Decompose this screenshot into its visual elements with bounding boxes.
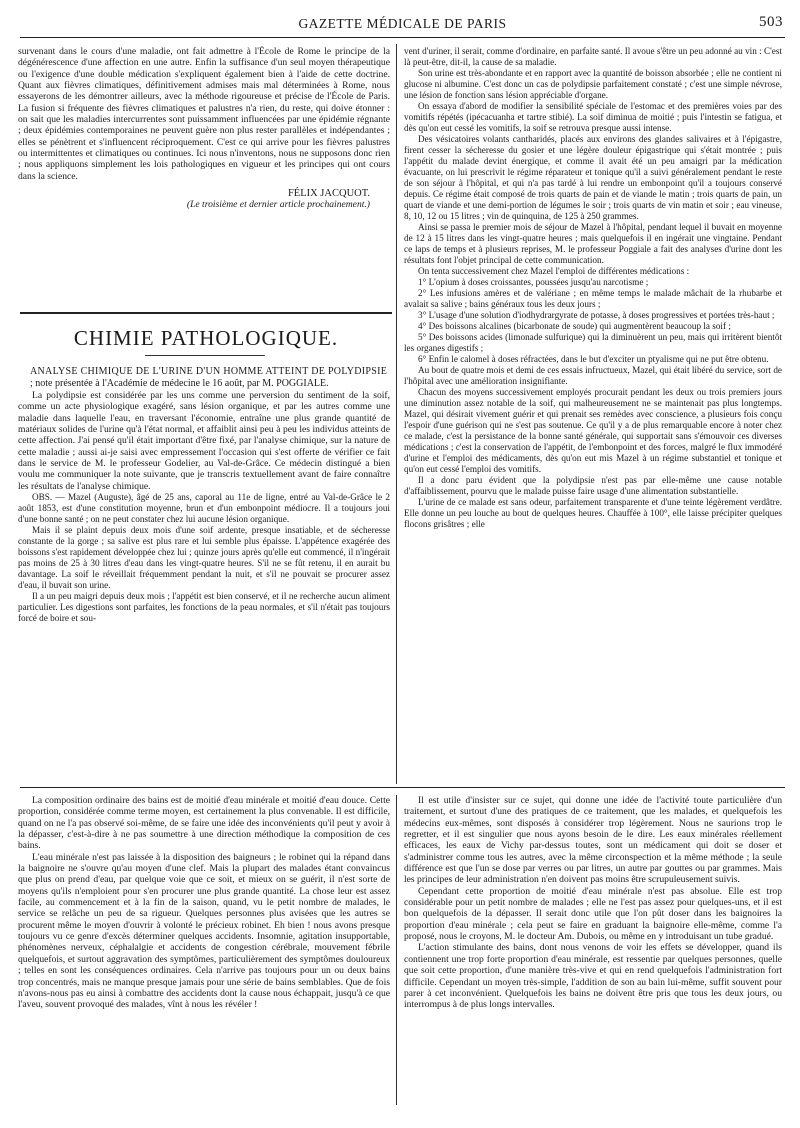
subhead-rest: ; note présentée à l'Académie de médecine le 16 août, par M. POGGIALE. (30, 378, 329, 389)
paragraph: L'urine de ce malade est sans odeur, parfaitement transparente et d'une teinte légèrement verdâtre. Elle donne un peu louche au bout de quelques heures. Chauffée à 100°, elle laisse précipiter quelques flocons grisâtres ; elle (404, 497, 782, 529)
title-underline (145, 355, 265, 356)
paragraph: Ainsi se passa le premier mois de séjour de Mazel à l'hôpital, pendant lequel il buvait en moyenne de 12 à 15 litres dans les vingt-quatre heures ; mais quelquefois il en ingérait une vingtaine. Pendant ce laps de temps et à plusieurs reprises, M. le professeur Poggiale a fait des analyses d'urine dont les résultats font l'objet principal de cette communication. (404, 222, 782, 265)
paragraph: On tenta successivement chez Mazel l'emploi de différentes médications : (418, 266, 690, 276)
paragraph: Mais il se plaint depuis deux mois d'une soif ardente, presque insatiable, et de sécheresse constante de la gorge ; sa salive est plus rare et lui semble plus épaisse. L'appétence exagérée des boissons s'est rapidement développée chez lui ; quinze jours après qu'elle eut commencé, il n'ingérait pas moins de 25 à 30 litres d'eau dans les vingt-quatre heures. S'il ne se fût retenu, il en aurait bu davantage. La soif le réveillait fréquemment pendant la nuit, et s'il ne pouvait se procurer assez d'eau, il buvait son urine. (18, 525, 390, 591)
paragraph: 5° Des boissons acides (limonade sulfurique) qui la diminuèrent un peu, mais qui irritèrent bientôt les organes digestifs ; (404, 332, 782, 353)
column-divider (396, 795, 397, 1105)
bottom-right-column (404, 795, 782, 1110)
paragraph: Chacun des moyens successivement employés procurait pendant les deux ou trois premiers jours une diminution assez notable de la soif, qui malheureusement ne se maintenait pas plus longtemps. Mazel, qui désirait vivement guérir et qui prenait ses remèdes avec conscience, a plusieurs fois conçu l'espoir d'une guérison qui ne s'est pas soutenue. Ce qu'il y a de plus remarquable encore à noter chez ce malade, c'est la persistance de la bonne santé générale, qui supportait sans s'émouvoir ces diverses médications ; c'est la conservation de l'appétit, de l'embonpoint et des forces, malgré le flux immodéré d'urine et l'emploi des médicaments, dès qu'on eut mis Mazel à un régime substantiel et tonique et qu'on eut cessé l'emploi des vomitifs. (404, 387, 782, 474)
paragraph: La composition ordinaire des bains est de moitié d'eau minérale et moitié d'eau douce. Cette proportion, considérée comme terme moyen, est certainement la plus convenable. Il est difficile, quand on ne l'a pas observé soi-même, de se faire une idée des inconvénients qu'il peut y avoir à la dépasser, c'est-à-dire à ne pas soumettre à une direction méthodique la composition de ces bains. (18, 795, 390, 852)
paragraph: vent d'uriner, il serait, comme d'ordinaire, en parfaite santé. Il avoue s'être un peu adonné au vin : C'est là peut-être, dit-il, la cause de sa maladie. (404, 46, 782, 67)
paragraph: 3° L'usage d'une solution d'iodhydrargyrate de potasse, à doses progressives et portées très-haut ; (418, 310, 775, 320)
bottom-left-column (18, 795, 390, 1110)
paragraph: Cependant cette proportion de moitié d'eau minérale n'est pas absolue. Elle est trop considérable pour un petit nombre de malades ; elle ne l'est pas assez pour quelques-uns, et il est bon quelquefois de la dépasser. Il serait donc utile que l'on pût doser dans les baignoires la proportion d'eau minérale ; cela peut se faire en graduant la baignoire elle-même, comme l'a proposé, nous le croyons, M. le docteur Am. Dubois, ou même en y introduisant un tube gradué. (404, 885, 782, 943)
paragraph: Il a donc paru évident que la polydipsie n'est pas par elle-même une cause notable d'affaiblissement, pourvu que le malade puisse faire usage d'une alimentation substantielle. (404, 475, 782, 496)
paragraph: 4° Des boissons alcalines (bicarbonate de soude) qui augmentèrent beaucoup la soif ; (418, 321, 731, 331)
paragraph: L'action stimulante des bains, dont nous venons de voir les effets se développer, quand ils contiennent une trop forte proportion d'eau minérale, est ressentie par quelques personnes, quelle que soit cette proportion, d'une manière très-vive et qui en rend quelquefois l'administration fort difficile. Cependant un moyen très-simple, l'addition de son au bain lui-même, suffit souvent pour parer à cet inconvénient. Quelquefois les bains ne doivent être pris que tous les deux jours, ou interrompus à de plus longs intervalles. (404, 942, 782, 1011)
section-title: CHIMIE PATHOLOGIQUE. (73, 326, 339, 350)
article-subhead (30, 366, 390, 390)
subhead-caps: ANALYSE CHIMIQUE DE L'URINE D'UN HOMME ATTEINT DE POLYDIPSIE (30, 366, 388, 377)
top-left-column (18, 46, 390, 294)
page-number: 503 (759, 14, 783, 30)
paragraph: L'eau minérale n'est pas laissée à la disposition des baigneurs ; le robinet qui la répand dans la baignoire ne s'ouvre qu'au moyen d'une clef. Mais la plupart des malades étant convaincus que plus on prend d'eau, par quelque voie que ce soit, et mieux on se guérit, il n'est sorte de moyens qu'ils n'emploient pour s'en procurer une plus grande quantité. La chose leur est assez facile, au commencement et à la fin de la saison, quand, vu le petit nombre de malades, le service se relâche un peu de sa rigueur. Quelques personnes plus avisées que les autres se procurent même le moyen d'ouvrir à volonté le précieux robinet. Eh bien ! nous avons presque toujours vu ce genre d'excès déterminer quelques accidents. Insomnie, agitation insupportable, phénomènes nerveux, céphalalgie et accidents de congestion cérébrale, mouvement fébrile quelquefois, et surtout aggravation des symptômes, particulièrement des symptômes douloureux ; telles en sont les conséquences ordinaires. Cela n'arrive pas toujours pour un ou deux bains trop concentrés, mais ne manque presque jamais pour une série de bains semblables. Que de fois n'avons-nous pas eu ainsi à combattre des accidents dont la cause nous échappait, jusqu'à ce que l'aveu, souvent provoqué des malades, vînt à nous les révéler ! (18, 851, 390, 1011)
continuation-note: (Le troisième et dernier article prochainement.) (186, 199, 370, 211)
paragraph: La polydipsie est considérée par les uns comme une perversion du sentiment de la soif, comme un acte physiologique exagéré, sans lésion organique, et par les autres comme une maladie dans laquelle l'eau, en traversant l'économie, entraîne une plus grande quantité de matériaux solides de l'urine qu'à l'état normal, et affaiblit ainsi peu à peu les individus atteints de cette affection. J'ai pensé qu'il était important d'être fixé, par l'analyse chimique, sur la nature de cette maladie ; aussi ai-je saisi avec empressement l'occasion qui s'est offerte de vérifier ce fait dans le service de M. le professeur Godelier, au Val-de-Grâce. Ce médecin distingué a bien voulu me communiquer la note suivante, que je transcris textuellement avant de faire connaître les résultats de l'analyse chimique. (18, 390, 390, 492)
section-rule (20, 312, 392, 314)
paragraph: Des vésicatoires volants cantharidés, placés aux environs des glandes salivaires et à l'épigastre, firent cesser la sécheresse du gosier et une légère douleur épigastrique qui s'était montrée ; puis l'appétit du malade devint énergique, et comme il avait été un peu amaigri par la médication évacuante, on lui prescrivit le régime réparateur et tonique qu'il a suivi généralement pendant le reste de son séjour à l'hôpital, et qui n'a pas tardé à lui rendre un embonpoint qu'il a toujours conservé depuis. Ce régime était composé de trois quarts de pain et de viande le matin ; trois quarts de pain, un quart de viande et une demi-portion de légumes le soir ; trois quarts de vin matin et soir ; eau vineuse, 8, 10, 12 ou 15 litres ; vin de quinquina, de 125 à 250 grammes. (404, 134, 782, 221)
left-body-column (18, 390, 390, 782)
paragraph: 2° Les infusions amères et de valériane ; en même temps le malade mâchait de la rhubarbe et avalait sa salive ; bains généraux tous les deux jours ; (404, 288, 782, 309)
paragraph: OBS. — Mazel (Auguste), âgé de 25 ans, caporal au 11e de ligne, entré au Val-de-Grâce le 2 août 1853, est d'une constitution moyenne, brun et d'un embonpoint médiocre. Il a toujours joui d'une bonne santé ; on ne peut constater chez lui aucune lésion organique. (18, 492, 390, 525)
paragraph: Il est utile d'insister sur ce sujet, qui donne une idée de l'activité toute particulière d'un traitement, et surtout d'une des pratiques de ce traitement, que les malades, et quelquefois les médecins eux-mêmes, sont disposés à considérer trop légèrement. Nous ne saurions trop le regretter, et il est singulier que nous ayons besoin de le dire. Les eaux minérales réellement efficaces, les eaux de Vichy par-dessus toutes, sont un médicament qui doit se doser et s'administrer comme tous les autres, avec la même circonspection et la même méthode ; la seule différence est que l'un se dose par verres ou par litres, un autre par gouttes ou par grammes. Mais les principes de leur administration n'en doivent pas moins être scrupuleusement suivis. (404, 795, 782, 886)
paragraph: Il a un peu maigri depuis deux mois ; l'appétit est bien conservé, et il ne recherche aucun aliment particulier. Les digestions sont parfaites, les fonctions de la peau normales, et s'il n'était pas toujours forcé de boire et sou- (18, 591, 390, 624)
page-header (20, 14, 785, 36)
paragraph: Au bout de quatre mois et demi de ces essais infructueux, Mazel, qui était libéré du service, sort de l'hôpital avec une amélioration insignifiante. (404, 365, 782, 386)
feuilleton-rule (20, 787, 785, 788)
right-body-column (404, 46, 782, 782)
header-rule (20, 37, 785, 38)
paragraph: Son urine est très-abondante et en rapport avec la quantité de boisson absorbée ; elle ne contient ni glucose ni albumine. C'est donc un cas de polydipsie parfaitement constaté ; c'est une simple névrose, une lésion de fonction sans lésion appréciable d'organe. (404, 68, 782, 100)
journal-title: GAZETTE MÉDICALE DE PARIS (298, 16, 507, 31)
author-signature: FÉLIX JACQUOT. (287, 188, 370, 200)
column-divider (396, 44, 397, 784)
paragraph: 1° L'opium à doses croissantes, poussées jusqu'au narcotisme ; (418, 277, 649, 287)
paragraph: On essaya d'abord de modifier la sensibilité spéciale de l'estomac et des premières voies par des vomitifs répétés (ipécacuanha et tartre stibié). La soif diminua de moitié ; puis l'intestin se fatigua, et dès qu'on eut cessé les vomitifs, la soif se retrouva presque aussi intense. (404, 101, 782, 133)
paragraph: 6° Enfin le calomel à doses réfractées, dans le but d'exciter un ptyalisme qui ne put être obtenu. (418, 354, 769, 364)
paragraph: survenant dans le cours d'une maladie, ont fait admettre à l'École de Rome le principe de la dégénérescence d'une affection en une autre. Enfin la suffisance d'un seul moyen thérapeutique ou l'exigence d'une double médication s'expliquent également bien à l'aide de cette doctrine. Quant aux fièvres climatiques, définitivement admises mais mal déterminées à Rome, nous essayerons de les démontrer ailleurs, avec la méthode rigoureuse et précise de l'École de Paris. La fusion si fréquente des fièvres climatiques et palustres n'a rien, du reste, qui doive étonner : on sait que les maladies intercurrentes sont puissamment influencées par une épidémie régnante ; deux épidémies contemporaines ne peuvent guère non plus rester parallèles et indépendantes ; elles se pénètrent et s'influencent réciproquement. C'est ce qui arrive pour les fièvres palustres ou intermittentes et climatiques ou continues. Ici nous n'inventons, nous ne supposons donc rien ; nous appliquons simplement les lois pathologiques en vigueur et les principes qui ont cours dans la science. (18, 46, 390, 182)
